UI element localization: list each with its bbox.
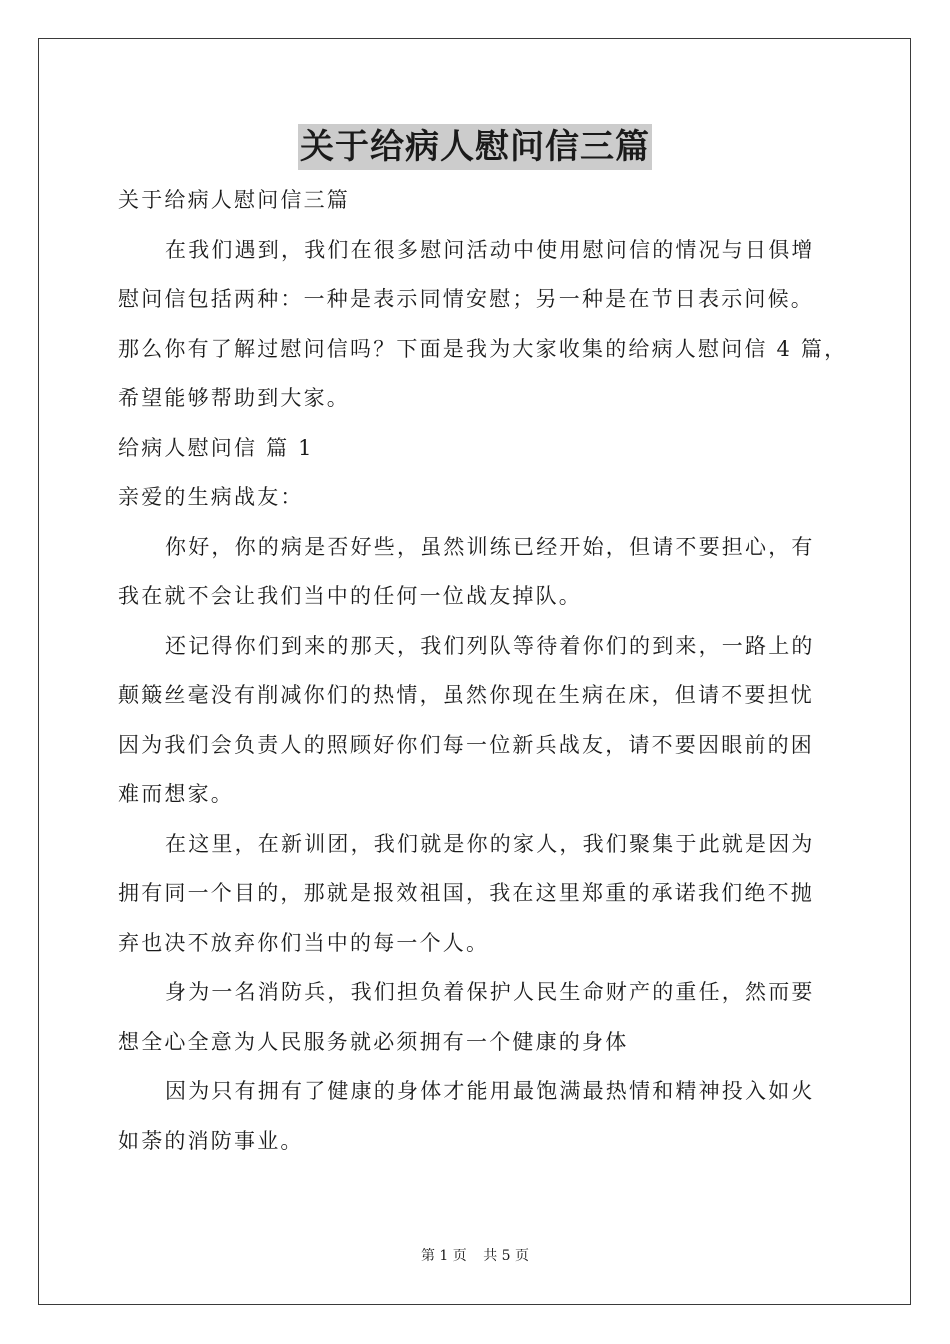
page-number: 第 1 页 (420, 1248, 467, 1264)
text-line: 身为一名消防兵，我们担负着保护人民生命财产的重任，然而要 (165, 980, 815, 1004)
text-line: 亲爱的生病战友： (118, 485, 304, 509)
text-line: 在我们遇到，我们在很多慰问活动中使用慰问信的情况与日俱增 (165, 237, 815, 262)
text-line: 如荼的消防事业。 (118, 1128, 304, 1153)
text-line: 弃也决不放弃你们当中的每一个人。 (118, 930, 490, 955)
text-line: 给病人慰问信 篇 1 (118, 435, 314, 460)
text-line: 希望能够帮助到大家。 (118, 386, 350, 410)
text-line: 拥有同一个目的，那就是报效祖国，我在这里郑重的承诺我们绝不抛 (118, 881, 814, 905)
text-line: 因为只有拥有了健康的身体才能用最饱满最热情和精神投入如火 (165, 1079, 815, 1103)
text-line: 颠簸丝毫没有削减你们的热情，虽然你现在生病在床，但请不要担忧 (118, 683, 814, 707)
page-footer (0, 1245, 950, 1265)
text-line: 那么你有了解过慰问信吗？下面是我为大家收集的给病人慰问信 4 篇， (118, 336, 848, 361)
text-line: 我在就不会让我们当中的任何一位战友掉队。 (118, 584, 582, 608)
title-container (0, 124, 950, 170)
text-line: 难而想家。 (118, 782, 234, 806)
text-line: 关于给病人慰问信三篇 (118, 188, 350, 212)
text-line: 想全心全意为人民服务就必须拥有一个健康的身体 (118, 1029, 629, 1054)
document-body (118, 176, 848, 1166)
text-line: 在这里，在新训团，我们就是你的家人，我们聚集于此就是因为 (165, 831, 815, 856)
text-line: 慰问信包括两种：一种是表示同情安慰；另一种是在节日表示问候。 (118, 287, 814, 311)
text-line: 还记得你们到来的那天，我们列队等待着你们的到来，一路上的 (165, 633, 815, 658)
document-title: 关于给病人慰问信三篇 (298, 124, 652, 170)
page-total: 共 5 页 (483, 1248, 530, 1264)
text-line: 你好，你的病是否好些，虽然训练已经开始，但请不要担心，有 (165, 534, 815, 559)
text-line: 因为我们会负责人的照顾好你们每一位新兵战友，请不要因眼前的困 (118, 732, 814, 757)
